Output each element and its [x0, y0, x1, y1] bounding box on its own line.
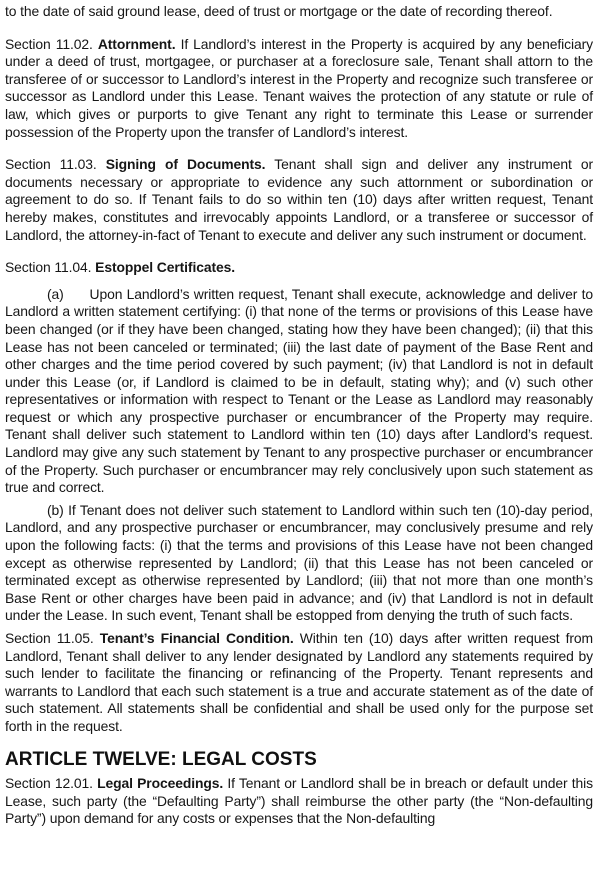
section-body: Within ten (10) days after written request from Landlord, Tenant shall deliver to any lender designated by Landlord any statements required by such lender to facilitate the financing or refinancing of the Property. Tenant represents and warrants to Landlord that each such statement is a true and accurate statement as of the date of such statement. All statements shall be confidential and shall be used only for the purpose set forth in the request. [5, 630, 594, 734]
section-number: Section 12.01. [5, 775, 93, 792]
article-heading: ARTICLE TWELVE: LEGAL COSTS [5, 748, 317, 770]
section-11-04-b: (b) If Tenant does not deliver such statement to Landlord within such ten (10)-day period, Landlord, and any prospective purchaser or encumbrancer, may conclusively presume and rely upon the following facts: (i) that the terms and provisions of this Lease have not been changed except as otherwise represented by Landlord; (ii) that this Lease has not been canceled or terminated except as otherwise represented by Landlord; (iii) that not more than one month’s Base Rent or other charges have been paid in advance; and (iv) that Landlord is not in default under the Lease. In such event, Tenant shall be estopped from denying the truth of such facts. [5, 501, 593, 624]
section-11-04 [5, 259, 593, 277]
section-11-05 [5, 630, 593, 736]
section-11-02 [5, 36, 593, 142]
section-number: Section 11.03. [5, 156, 97, 173]
section-number: Section 11.04. [5, 259, 92, 276]
section-11-03 [5, 156, 593, 244]
intro-paragraph: to the date of said ground lease, deed of trust or mortgage or the date of recording thereof. [5, 3, 553, 19]
section-title: Tenant’s Financial Condition. [99, 630, 294, 646]
section-number: Section 11.05. [5, 630, 94, 646]
section-body: Tenant shall sign and deliver any instrument or documents necessary or appropriate to evidence any such attornment or subordination or agreement to do so. If Tenant fails to do so within ten (10) days after written request, Tenant hereby makes, constitutes and irrevocably appoints Landlord, or a transferee or successor of Landlord, the attorney-in-fact of Tenant to execute and deliver any such instrument or document. [5, 156, 593, 243]
section-title: Estoppel Certificates. [95, 259, 235, 276]
section-title: Attornment. [97, 35, 176, 52]
section-12-01 [5, 775, 593, 828]
document-page [5, 3, 593, 837]
section-body: If Landlord’s interest in the Property is acquired by any beneficiary under a deed of trust, mortgagee, or purchaser at a foreclosure sale, Tenant shall attorn to the transferee of or successor to Landlord’s interest in the Property and recognize such transferee or successor as Landlord under this Lease. Tenant waives the protection of any statute or rule of law, which gives or purports to give Tenant any right to terminate this Lease or surrender possession of the Property upon the transfer of Landlord’s interest. [5, 35, 593, 140]
section-title: Legal Proceedings. [97, 775, 224, 792]
section-title: Signing of Documents. [105, 156, 266, 173]
section-body: If Tenant or Landlord shall be in breach or default under this Lease, such party (the “Defaulting Party”) shall reimburse the other party (the “Non-defaulting Party”) upon demand for any costs or expenses that the Non-defaulting [5, 775, 593, 827]
section-11-04-a: (a) Upon Landlord’s written request, Tenant shall execute, acknowledge and deliver to Landlord a written statement certifying: (i) that none of the terms or provisions of this Lease have been changed (or if they have been changed, stating how they have been changed); (ii) that this Lease has not been canceled or terminated; (iii) the last date of payment of the Base Rent and other charges and the time period covered by such payment; (iv) that Landlord is not in default under this Lease (or, if Landlord is claimed to be in default, stating why); and (v) such other representatives or information with respect to Tenant or the Lease as Landlord may reasonably request or which any prospective purchaser or encumbrancer of the Property may require. Tenant shall deliver such statement to Landlord within ten (10) days after Landlord’s request. Landlord may give any such statement by Tenant to any prospective purchaser or encumbrancer of the Property. Such purchaser or encumbrancer may rely conclusively upon such statement as true and correct. [5, 285, 593, 496]
section-number: Section 11.02. [5, 35, 93, 52]
